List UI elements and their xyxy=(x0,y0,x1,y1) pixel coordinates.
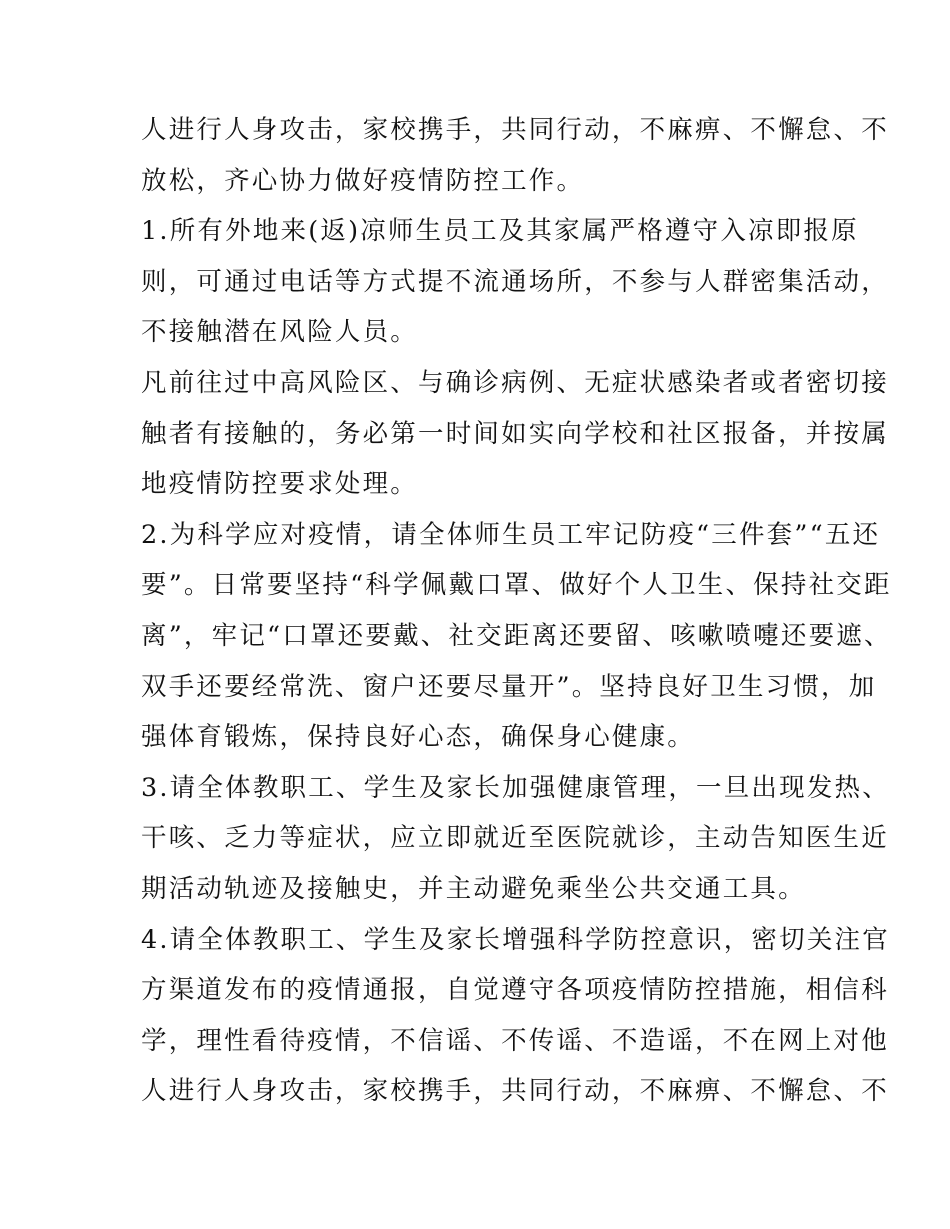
document-page xyxy=(141,111,892,1123)
paragraph-item-3 xyxy=(141,769,890,921)
paragraph-continuation-top xyxy=(141,111,889,212)
paragraph-item-1 xyxy=(141,212,889,364)
text-line: 不接触潜在风险人员。 xyxy=(141,317,419,348)
text-line: 1.所有外地来(返)凉师生员工及其家属严格遵守入凉即报原 xyxy=(141,216,859,247)
text-line: 干咳、乏力等症状，应立即就近至医院就诊，主动告知医生近 xyxy=(141,823,889,854)
text-line: 放松，齐心协力做好疫情防控工作。 xyxy=(141,165,585,196)
text-line: 离”，牢记“口罩还要戴、社交距离还要留、咳嗽喷嚏还要遮、 xyxy=(141,620,892,651)
text-line: 期活动轨迹及接触史，并主动避免乘坐公共交通工具。 xyxy=(141,873,806,904)
text-line: 4.请全体教职工、学生及家长增强科学防控意识，密切关注官 xyxy=(141,924,890,955)
text-line: 方渠道发布的疫情通报，自觉遵守各项疫情防控措施，相信科 xyxy=(141,975,889,1006)
text-line: 触者有接触的，务必第一时间如实向学校和社区报备，并按属 xyxy=(141,418,889,449)
text-line: 3.请全体教职工、学生及家长加强健康管理，一旦出现发热、 xyxy=(141,772,890,803)
text-line: 双手还要经常洗、窗户还要尽量开”。坚持良好卫生习惯，加 xyxy=(141,671,877,702)
paragraph-item-1-note xyxy=(141,364,889,516)
paragraph-item-4 xyxy=(141,921,890,1123)
paragraph-item-2 xyxy=(141,516,892,769)
text-line: 人进行人身攻击，家校携手，共同行动，不麻痹、不懈怠、不 xyxy=(141,1076,889,1107)
text-line: 人进行人身攻击，家校携手，共同行动，不麻痹、不懈怠、不 xyxy=(141,115,889,145)
text-line: 学，理性看待疫情，不信谣、不传谣、不造谣，不在网上对他 xyxy=(141,1025,889,1056)
text-line: 强体育锻炼，保持良好心态，确保身心健康。 xyxy=(141,722,696,753)
text-line: 要”。日常要坚持“科学佩戴口罩、做好个人卫生、保持社交距 xyxy=(141,570,892,601)
text-line: 地疫情防控要求处理。 xyxy=(141,469,419,500)
text-line: 凡前往过中高风险区、与确诊病例、无症状感染者或者密切接 xyxy=(141,367,889,398)
text-line: 2.为科学应对疫情，请全体师生员工牢记防疫“三件套”“五还 xyxy=(141,519,881,550)
text-line: 则，可通过电话等方式提不流通场所，不参与人群密集活动， xyxy=(141,266,889,297)
